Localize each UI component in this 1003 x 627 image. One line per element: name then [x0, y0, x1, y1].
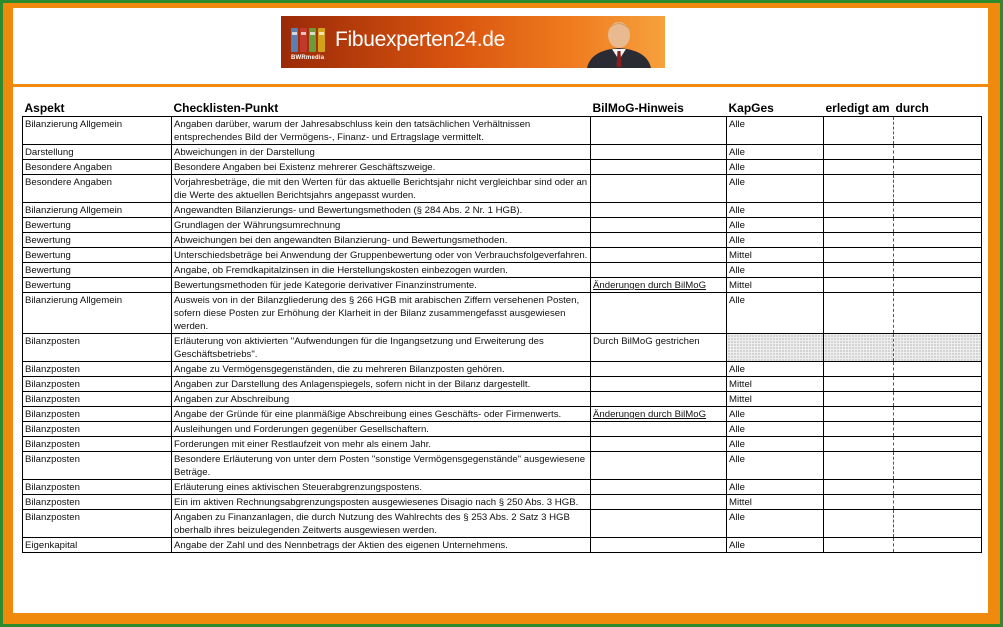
- table-row: [23, 538, 982, 553]
- cell-checklisten-punkt: Ausweis von in der Bilanzgliederung des § 266 HGB mit arabischen Ziffern versehenen Posten, sofern diese Posten zur Erhöhung der Klarheit in der Bilanz zusammengefasst ausgewiesen werden.: [172, 293, 591, 334]
- cell-bilmog-hinweis: [591, 117, 727, 145]
- cell-bilmog-hinweis: [591, 145, 727, 160]
- cell-bilmog-hinweis: [591, 437, 727, 452]
- table-row: [23, 510, 982, 538]
- cell-bilmog-hinweis: [591, 480, 727, 495]
- table-row: [23, 362, 982, 377]
- cell-erledigt-am[interactable]: [824, 422, 894, 437]
- cell-erledigt-am[interactable]: [824, 117, 894, 145]
- cell-aspekt: Bilanzposten: [23, 480, 172, 495]
- cell-checklisten-punkt: Angabe der Gründe für eine planmäßige Abschreibung eines Geschäfts- oder Firmenwerts.: [172, 407, 591, 422]
- content-area: [13, 8, 988, 613]
- cell-aspekt: Bilanzposten: [23, 452, 172, 480]
- cell-bilmog-hinweis[interactable]: Änderungen durch BilMoG: [591, 407, 727, 422]
- cell-checklisten-punkt: Unterschiedsbeträge bei Anwendung der Gruppenbewertung oder von Verbrauchsfolgeverfahren.: [172, 248, 591, 263]
- cell-bilmog-hinweis: [591, 538, 727, 553]
- cell-bilmog-hinweis: [591, 362, 727, 377]
- cell-durch[interactable]: [894, 218, 982, 233]
- cell-aspekt: Bilanzposten: [23, 407, 172, 422]
- cell-checklisten-punkt: Erläuterung eines aktivischen Steuerabgrenzungspostens.: [172, 480, 591, 495]
- cell-aspekt: Bilanzierung Allgemein: [23, 203, 172, 218]
- cell-kapges: [727, 334, 824, 362]
- cell-kapges: Alle: [727, 263, 824, 278]
- cell-aspekt: Bilanzposten: [23, 392, 172, 407]
- cell-erledigt-am[interactable]: [824, 362, 894, 377]
- cell-bilmog-hinweis: [591, 452, 727, 480]
- cell-bilmog-hinweis: Durch BilMoG gestrichen: [591, 334, 727, 362]
- cell-checklisten-punkt: Bewertungsmethoden für jede Kategorie derivativer Finanzinstrumente.: [172, 278, 591, 293]
- table-row: [23, 407, 982, 422]
- cell-erledigt-am[interactable]: [824, 218, 894, 233]
- portrait-image: [579, 16, 659, 68]
- checklist-sheet: [22, 101, 981, 553]
- table-row: [23, 293, 982, 334]
- cell-durch[interactable]: [894, 495, 982, 510]
- cell-aspekt: Bewertung: [23, 233, 172, 248]
- cell-kapges: Alle: [727, 175, 824, 203]
- cell-aspekt: Besondere Angaben: [23, 160, 172, 175]
- cell-kapges: Mittel: [727, 278, 824, 293]
- cell-durch[interactable]: [894, 117, 982, 145]
- cell-bilmog-hinweis: [591, 263, 727, 278]
- cell-erledigt-am[interactable]: [824, 160, 894, 175]
- cell-checklisten-punkt: Ausleihungen und Forderungen gegenüber Gesellschaftern.: [172, 422, 591, 437]
- cell-checklisten-punkt: Abweichungen bei den angewandten Bilanzierung- und Bewertungsmethoden.: [172, 233, 591, 248]
- table-row: [23, 278, 982, 293]
- cell-kapges: Alle: [727, 480, 824, 495]
- cell-kapges: Alle: [727, 452, 824, 480]
- cell-bilmog-hinweis: [591, 293, 727, 334]
- table-row: [23, 334, 982, 362]
- cell-erledigt-am[interactable]: [824, 263, 894, 278]
- cell-durch[interactable]: [894, 538, 982, 553]
- brand-title: Fibuexperten24.de: [335, 28, 506, 51]
- cell-erledigt-am[interactable]: [824, 145, 894, 160]
- cell-aspekt: Bilanzposten: [23, 510, 172, 538]
- cell-erledigt-am[interactable]: [824, 392, 894, 407]
- cell-durch[interactable]: [894, 160, 982, 175]
- cell-checklisten-punkt: Angabe der Zahl und des Nennbetrags der Aktien des eigenen Unternehmens.: [172, 538, 591, 553]
- cell-durch[interactable]: [894, 203, 982, 218]
- cell-checklisten-punkt: Besondere Erläuterung von unter dem Posten "sonstige Vermögensgegenstände" ausgewiesene Beträge.: [172, 452, 591, 480]
- cell-bilmog-hinweis: [591, 233, 727, 248]
- cell-durch[interactable]: [894, 377, 982, 392]
- cell-durch[interactable]: [894, 480, 982, 495]
- cell-checklisten-punkt: Erläuterung von aktivierten "Aufwendungen für die Ingangsetzung und Erweiterung des Geschäftsbetriebs".: [172, 334, 591, 362]
- cell-durch[interactable]: [894, 334, 982, 362]
- table-row: [23, 203, 982, 218]
- cell-kapges: Mittel: [727, 495, 824, 510]
- column-header-erledigt-am: erledigt am: [824, 101, 894, 117]
- cell-checklisten-punkt: Angabe, ob Fremdkapitalzinsen in die Herstellungskosten einbezogen wurden.: [172, 263, 591, 278]
- cell-kapges: Alle: [727, 362, 824, 377]
- column-header-kapges: KapGes: [727, 101, 824, 117]
- cell-kapges: Mittel: [727, 248, 824, 263]
- cell-checklisten-punkt: Ein im aktiven Rechnungsabgrenzungsposten ausgewiesenes Disagio nach § 250 Abs. 3 HGB.: [172, 495, 591, 510]
- cell-kapges: Alle: [727, 145, 824, 160]
- cell-checklisten-punkt: Angaben zur Darstellung des Anlagenspiegels, sofern nicht in der Bilanz dargestellt.: [172, 377, 591, 392]
- brand-banner[interactable]: [281, 16, 665, 68]
- table-row: [23, 452, 982, 480]
- cell-aspekt: Bewertung: [23, 218, 172, 233]
- cell-erledigt-am[interactable]: [824, 248, 894, 263]
- cell-checklisten-punkt: Angaben darüber, warum der Jahresabschluss kein den tatsächlichen Verhältnissen entsprechendes Bild der Vermögens-, Finanz- und Ertragslage vermittelt.: [172, 117, 591, 145]
- cell-aspekt: Besondere Angaben: [23, 175, 172, 203]
- cell-aspekt: Darstellung: [23, 145, 172, 160]
- column-header-bilmog-hinweis: BilMoG-Hinweis: [591, 101, 727, 117]
- cell-aspekt: Bilanzposten: [23, 377, 172, 392]
- header-divider: [13, 84, 988, 87]
- cell-kapges: Alle: [727, 437, 824, 452]
- cell-erledigt-am[interactable]: [824, 538, 894, 553]
- cell-aspekt: Eigenkapital: [23, 538, 172, 553]
- publisher-logo: BWRmedia: [291, 55, 325, 61]
- cell-durch[interactable]: [894, 452, 982, 480]
- cell-checklisten-punkt: Angabe zu Vermögensgegenständen, die zu mehreren Bilanzposten gehören.: [172, 362, 591, 377]
- cell-bilmog-hinweis: [591, 422, 727, 437]
- cell-checklisten-punkt: Angaben zur Abschreibung: [172, 392, 591, 407]
- table-header-row: [23, 101, 982, 117]
- table-row: [23, 495, 982, 510]
- cell-kapges: Alle: [727, 233, 824, 248]
- cell-kapges: Mittel: [727, 392, 824, 407]
- cell-bilmog-hinweis: [591, 248, 727, 263]
- cell-kapges: Alle: [727, 293, 824, 334]
- cell-kapges: Alle: [727, 203, 824, 218]
- cell-aspekt: Bilanzposten: [23, 437, 172, 452]
- cell-kapges: Alle: [727, 117, 824, 145]
- cell-kapges: Alle: [727, 407, 824, 422]
- table-row: [23, 377, 982, 392]
- cell-bilmog-hinweis: [591, 510, 727, 538]
- table-row: [23, 437, 982, 452]
- cell-kapges: Alle: [727, 422, 824, 437]
- table-row: [23, 145, 982, 160]
- cell-checklisten-punkt: Forderungen mit einer Restlaufzeit von mehr als einem Jahr.: [172, 437, 591, 452]
- cell-erledigt-am[interactable]: [824, 175, 894, 203]
- cell-checklisten-punkt: Vorjahresbeträge, die mit den Werten für das aktuelle Berichtsjahr nicht vergleichbar sind oder an die Werte des aktuellen Berichtsjahrs angepasst wurden.: [172, 175, 591, 203]
- table-row: [23, 480, 982, 495]
- cell-checklisten-punkt: Angewandten Bilanzierungs- und Bewertungsmethoden (§ 284 Abs. 2 Nr. 1 HGB).: [172, 203, 591, 218]
- cell-kapges: Alle: [727, 218, 824, 233]
- cell-kapges: Alle: [727, 160, 824, 175]
- cell-durch[interactable]: [894, 437, 982, 452]
- table-row: [23, 233, 982, 248]
- cell-erledigt-am[interactable]: [824, 293, 894, 334]
- cell-durch[interactable]: [894, 407, 982, 422]
- cell-aspekt: Bewertung: [23, 263, 172, 278]
- cell-durch[interactable]: [894, 422, 982, 437]
- cell-erledigt-am[interactable]: [824, 334, 894, 362]
- cell-aspekt: Bewertung: [23, 278, 172, 293]
- cell-durch[interactable]: [894, 510, 982, 538]
- table-row: [23, 175, 982, 203]
- cell-durch[interactable]: [894, 233, 982, 248]
- cell-kapges: Alle: [727, 510, 824, 538]
- cell-durch[interactable]: [894, 293, 982, 334]
- table-row: [23, 422, 982, 437]
- cell-durch[interactable]: [894, 175, 982, 203]
- table-row: [23, 263, 982, 278]
- cell-durch[interactable]: [894, 248, 982, 263]
- cell-erledigt-am[interactable]: [824, 203, 894, 218]
- cell-erledigt-am[interactable]: [824, 495, 894, 510]
- cell-bilmog-hinweis: [591, 377, 727, 392]
- cell-bilmog-hinweis: [591, 175, 727, 203]
- table-row: [23, 218, 982, 233]
- checklist-body: [23, 117, 982, 553]
- table-row: [23, 117, 982, 145]
- cell-erledigt-am[interactable]: [824, 510, 894, 538]
- cell-checklisten-punkt: Abweichungen in der Darstellung: [172, 145, 591, 160]
- cell-durch[interactable]: [894, 392, 982, 407]
- cell-durch[interactable]: [894, 278, 982, 293]
- cell-aspekt: Bilanzposten: [23, 495, 172, 510]
- cell-kapges: Alle: [727, 538, 824, 553]
- cell-erledigt-am[interactable]: [824, 407, 894, 422]
- cell-erledigt-am[interactable]: [824, 480, 894, 495]
- cell-aspekt: Bilanzposten: [23, 362, 172, 377]
- cell-erledigt-am[interactable]: [824, 377, 894, 392]
- cell-bilmog-hinweis: [591, 203, 727, 218]
- cell-aspekt: Bilanzposten: [23, 422, 172, 437]
- cell-aspekt: Bilanzposten: [23, 334, 172, 362]
- cell-aspekt: Bilanzierung Allgemein: [23, 117, 172, 145]
- cell-kapges: Mittel: [727, 377, 824, 392]
- column-header-checklisten-punkt: Checklisten-Punkt: [172, 101, 591, 117]
- cell-bilmog-hinweis[interactable]: Änderungen durch BilMoG: [591, 278, 727, 293]
- table-row: [23, 160, 982, 175]
- cell-durch[interactable]: [894, 362, 982, 377]
- cell-erledigt-am[interactable]: [824, 437, 894, 452]
- cell-erledigt-am[interactable]: [824, 233, 894, 248]
- cell-durch[interactable]: [894, 145, 982, 160]
- cell-durch[interactable]: [894, 263, 982, 278]
- cell-bilmog-hinweis: [591, 218, 727, 233]
- cell-bilmog-hinweis: [591, 495, 727, 510]
- cell-checklisten-punkt: Grundlagen der Währungsumrechnung: [172, 218, 591, 233]
- table-row: [23, 248, 982, 263]
- cell-checklisten-punkt: Besondere Angaben bei Existenz mehrerer Geschäftszweige.: [172, 160, 591, 175]
- cell-bilmog-hinweis: [591, 160, 727, 175]
- checklist-table: [22, 101, 982, 553]
- cell-aspekt: Bilanzierung Allgemein: [23, 293, 172, 334]
- page-frame: [3, 3, 1000, 624]
- column-header-durch: durch: [894, 101, 982, 117]
- column-header-aspekt: Aspekt: [23, 101, 172, 117]
- cell-erledigt-am[interactable]: [824, 452, 894, 480]
- cell-aspekt: Bewertung: [23, 248, 172, 263]
- cell-erledigt-am[interactable]: [824, 278, 894, 293]
- cell-checklisten-punkt: Angaben zu Finanzanlagen, die durch Nutzung des Wahlrechts des § 253 Abs. 2 Satz 3 HGB oberhalb ihres beizulegenden Zeitwerts ausgewiesen werden.: [172, 510, 591, 538]
- cell-bilmog-hinweis: [591, 392, 727, 407]
- table-row: [23, 392, 982, 407]
